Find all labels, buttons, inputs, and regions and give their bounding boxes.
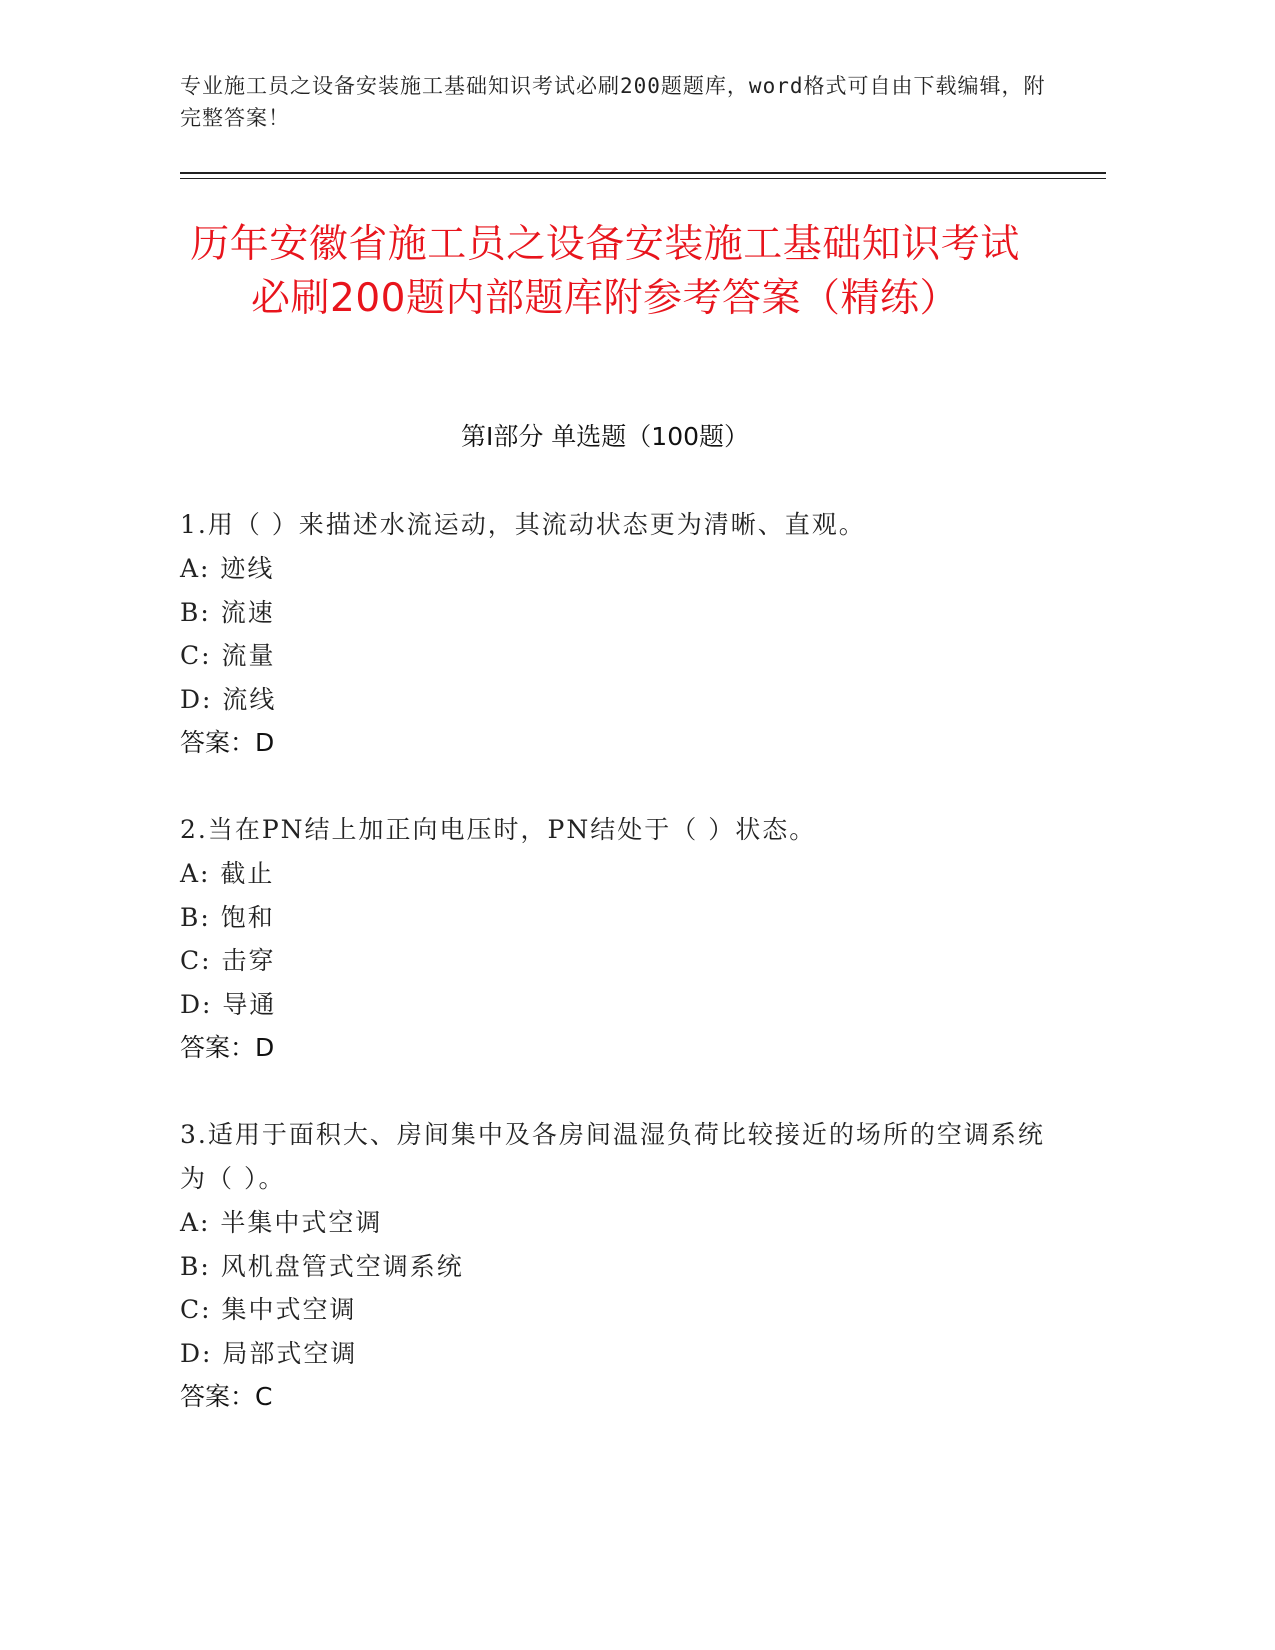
option-b: B: 流速 — [180, 597, 275, 627]
option-b: B: 风机盘管式空调系统 — [180, 1251, 464, 1281]
question-3 — [180, 1113, 1060, 1419]
option-d: D: 局部式空调 — [180, 1338, 358, 1368]
option-a: A: 半集中式空调 — [180, 1208, 383, 1237]
answer: 答案：C — [180, 1382, 273, 1411]
option-c: C: 集中式空调 — [180, 1295, 357, 1324]
question-stem: 3.适用于面积大、房间集中及各房间温湿负荷比较接近的场所的空调系统为（ ）。 — [180, 1120, 1045, 1193]
question-stem: 1.用（ ）来描述水流运动，其流动状态更为清晰、直观。 — [180, 510, 866, 539]
option-c: C: 流量 — [180, 641, 276, 670]
question-1 — [180, 503, 1060, 765]
document-title: 历年安徽省施工员之设备安装施工基础知识考试必刷200题内部题库附参考答案（精练） — [190, 222, 1020, 321]
option-d: D: 流线 — [180, 684, 277, 714]
question-stem: 2.当在PN结上加正向电压时，PN结处于（ ）状态。 — [180, 815, 817, 844]
option-d: D: 导通 — [180, 989, 277, 1019]
option-a: A: 截止 — [180, 859, 275, 888]
option-c: C: 击穿 — [180, 946, 276, 975]
header-divider-thick — [180, 172, 1106, 174]
section-title: 第I部分 单选题（100题） — [460, 422, 750, 451]
option-a: A: 迹线 — [180, 554, 275, 583]
option-b: B: 饱和 — [180, 902, 275, 932]
header-divider-thin — [180, 178, 1106, 179]
answer: 答案：D — [180, 1033, 275, 1062]
header-note: 专业施工员之设备安装施工基础知识考试必刷200题题库，word格式可自由下载编辑，附完整答案！ — [180, 74, 1046, 130]
answer: 答案：D — [180, 728, 275, 757]
question-2 — [180, 808, 1060, 1070]
